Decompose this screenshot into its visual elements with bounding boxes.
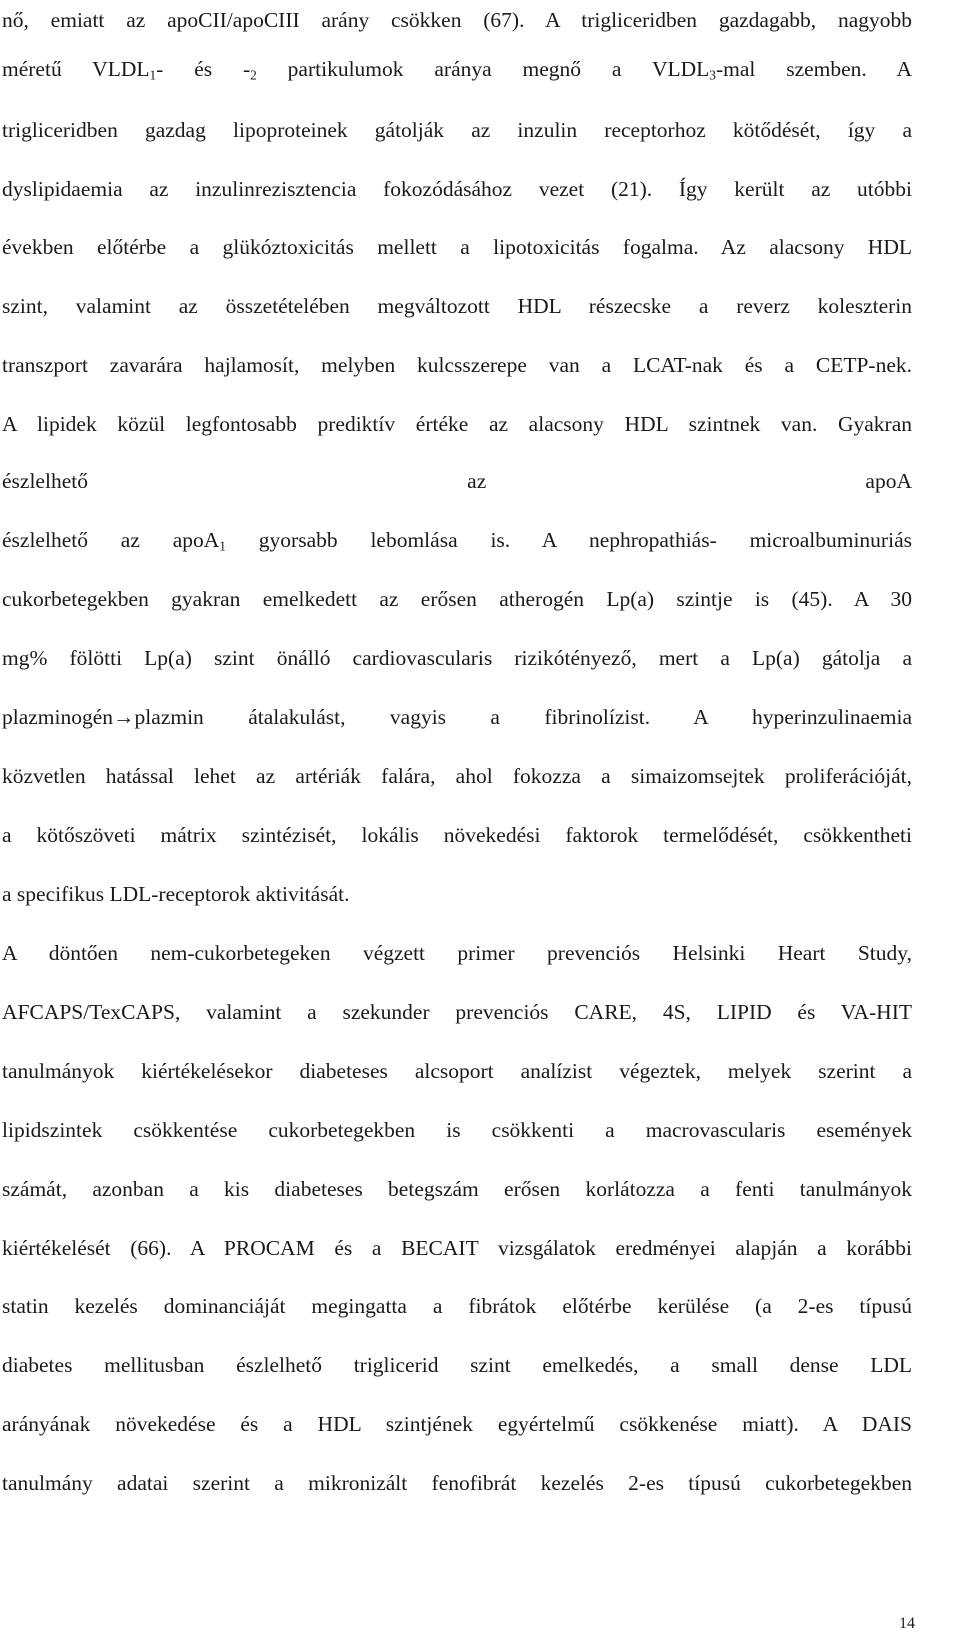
subscript: 2 [250, 67, 257, 83]
text-segment: -mal szemben. A [715, 57, 912, 81]
text-line [2, 49, 912, 89]
text-line: diabetes mellitusban észlelhető triglicerid szint emelkedés, a small dense LDL [2, 1353, 912, 1377]
text-line: plazminogén→plazmin átalakulást, vagyis a fibrinolízist. A hyperinzulinaemia [2, 705, 912, 729]
text-line: kiértékelését (66). A PROCAM és a BECAIT vizsgálatok eredményei alapján a korábbi [2, 1236, 912, 1260]
text-line: transzport zavarára hajlamosít, melyben kulcsszerepe van a LCAT-nak és a CETP-nek. [2, 353, 912, 377]
text-line: a specifikus LDL-receptorok aktivitását. [2, 882, 350, 906]
text-line: mg% fölötti Lp(a) szint önálló cardiovascularis rizikótényező, mert a Lp(a) gátolja a [2, 646, 912, 670]
text-segment: - és - [156, 57, 251, 81]
text-line: tanulmányok kiértékelésekor diabeteses alcsoport analízist végeztek, melyek szerint a [2, 1059, 912, 1083]
text-line: A döntően nem-cukorbetegeken végzett primer prevenciós Helsinki Heart Study, [2, 941, 912, 965]
text-line: számát, azonban a kis diabeteses betegszám erősen korlátozza a fenti tanulmányok [2, 1177, 912, 1201]
page-number: 14 [899, 1615, 915, 1632]
text-line: AFCAPS/TexCAPS, valamint a szekunder prevenciós CARE, 4S, LIPID és VA-HIT [2, 1000, 912, 1024]
text-line: években előtérbe a glükóztoxicitás mellett a lipotoxicitás fogalma. Az alacsony HDL [2, 235, 912, 259]
text-segment: észlelhető az apoA [2, 528, 220, 552]
subscript: 3 [709, 67, 716, 83]
text-line: közvetlen hatással lehet az artériák falára, ahol fokozza a simaizomsejtek proliferációját, [2, 764, 912, 788]
text-segment: partikulumok aránya megnő a VLDL [256, 57, 710, 81]
text-segment: méretű VLDL [2, 57, 150, 81]
text-line: lipidszintek csökkentése cukorbetegekben is csökkenti a macrovascularis események [2, 1118, 912, 1142]
text-line: A lipidek közül legfontosabb prediktív értéke az alacsony HDL szintnek van. Gyakran [2, 412, 912, 436]
text-line [2, 520, 912, 560]
text-segment: gyorsabb lebomlása is. A nephropathiás- microalbuminuriás [225, 528, 912, 552]
text-line: észlelhető az apoA [2, 469, 912, 493]
text-line: cukorbetegekben gyakran emelkedett az erősen atherogén Lp(a) szintje is (45). A 30 [2, 587, 912, 611]
text-line: szint, valamint az összetételében megváltozott HDL részecske a reverz koleszterin [2, 294, 912, 318]
text-line: trigliceridben gazdag lipoproteinek gátolják az inzulin receptorhoz kötődését, így a [2, 118, 912, 142]
text-line: tanulmány adatai szerint a mikronizált fenofibrát kezelés 2-es típusú cukorbetegekben [2, 1471, 912, 1495]
text-line: a kötőszöveti mátrix szintézisét, lokális növekedési faktorok termelődését, csökkentheti [2, 823, 912, 847]
subscript: 1 [149, 67, 157, 83]
text-line: dyslipidaemia az inzulinrezisztencia fokozódásához vezet (21). Így került az utóbbi [2, 177, 912, 201]
text-line: statin kezelés dominanciáját megingatta a fibrátok előtérbe kerülése (a 2-es típusú [2, 1294, 912, 1318]
text-line: nő, emiatt az apoCII/apoCIII arány csökken (67). A trigliceridben gazdagabb, nagyobb [2, 8, 912, 32]
subscript: 1 [219, 538, 226, 554]
text-line: arányának növekedése és a HDL szintjének egyértelmű csökkenése miatt). A DAIS [2, 1412, 912, 1436]
